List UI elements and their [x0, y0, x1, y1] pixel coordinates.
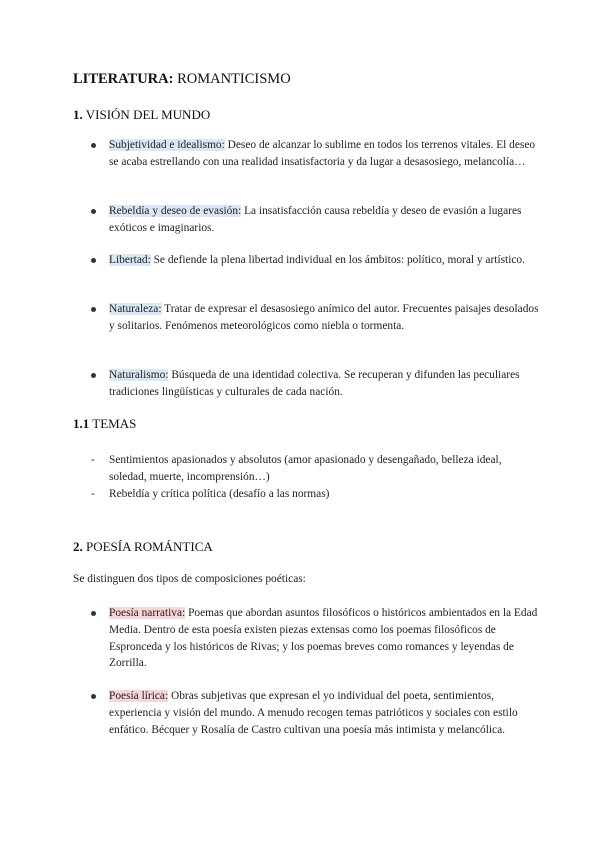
- section-1-heading: 1. VISIÓN DEL MUNDO: [73, 107, 211, 122]
- section-1-1-heading: 1.1 TEMAS: [73, 416, 137, 431]
- list-item: - Rebeldía y crítica política (desafío a las normas): [91, 486, 541, 503]
- term-highlight: Naturaleza:: [109, 303, 162, 315]
- term-highlight: Poesía narrativa:: [109, 607, 186, 619]
- title-rest: ROMANTICISMO: [173, 71, 291, 87]
- bullet-icon: [91, 373, 96, 378]
- term-highlight: Poesía lírica:: [109, 690, 169, 702]
- dash-icon: -: [91, 454, 95, 466]
- list-item: Libertad: Se defiende la plena libertad individual en los ámbitos: político, moral y artístico.: [91, 252, 541, 269]
- list-item: Poesía narrativa: Poemas que abordan asuntos filosóficos o históricos ambientados en la Edad Media. Dentro de esta poesía existen piezas extensas como los poemas filosóficos de Espronceda y los históricos de Rivas; y los poemas breves como romances y leyendas de Zorrilla.: [91, 605, 541, 672]
- term-highlight: Libertad:: [109, 254, 151, 266]
- list-item: Subjetividad e idealismo: Deseo de alcanzar lo sublime en todos los terrenos vitales. El deseo se acaba estrellando con una realidad insatisfactoria y da lugar a desasosiego, melancolía…: [91, 137, 541, 171]
- bullet-icon: [91, 694, 96, 699]
- bullet-icon: [91, 209, 96, 214]
- list-item: Naturalismo: Búsqueda de una identidad colectiva. Se recuperan y difunden las peculiares tradiciones lingüísticas y culturales de cada nación.: [91, 367, 541, 401]
- list-item: Naturaleza: Tratar de expresar el desasosiego anímico del autor. Frecuentes paisajes desolados y solitarios. Fenómenos meteorológicos como niebla o tormenta.: [91, 301, 541, 335]
- list-item: Rebeldía y deseo de evasión: La insatisfacción causa rebeldía y deseo de evasión a lugares exóticos e imaginarios.: [91, 203, 541, 237]
- list-item: - Sentimientos apasionados y absolutos (amor apasionado y desengañado, belleza ideal, soledad, muerte, incomprensión…): [91, 454, 502, 483]
- title-bold: LITERATURA:: [73, 71, 174, 87]
- bullet-icon: [91, 258, 96, 263]
- list-item: Poesía lírica: Obras subjetivas que expresan el yo individual del poeta, sentimientos, experiencia y visión del mundo. A menudo recogen temas patrióticos y sociales con estilo enfático. Bécquer y Rosalía de Castro cultivan una poesía más intimista y melancólica.: [91, 688, 541, 738]
- term-highlight: Rebeldía y deseo de evasión:: [109, 205, 242, 217]
- document-title: [73, 71, 291, 88]
- term-highlight: Subjetividad e idealismo:: [109, 139, 225, 151]
- term-highlight: Naturalismo:: [109, 369, 169, 381]
- bullet-icon: [91, 143, 96, 148]
- bullet-icon: [91, 307, 96, 312]
- section-2-heading: 2. POESÍA ROMÁNTICA: [73, 539, 213, 554]
- dash-icon: -: [91, 488, 95, 500]
- section-2-intro: Se distinguen dos tipos de composiciones poéticas:: [73, 573, 306, 585]
- bullet-icon: [91, 611, 96, 616]
